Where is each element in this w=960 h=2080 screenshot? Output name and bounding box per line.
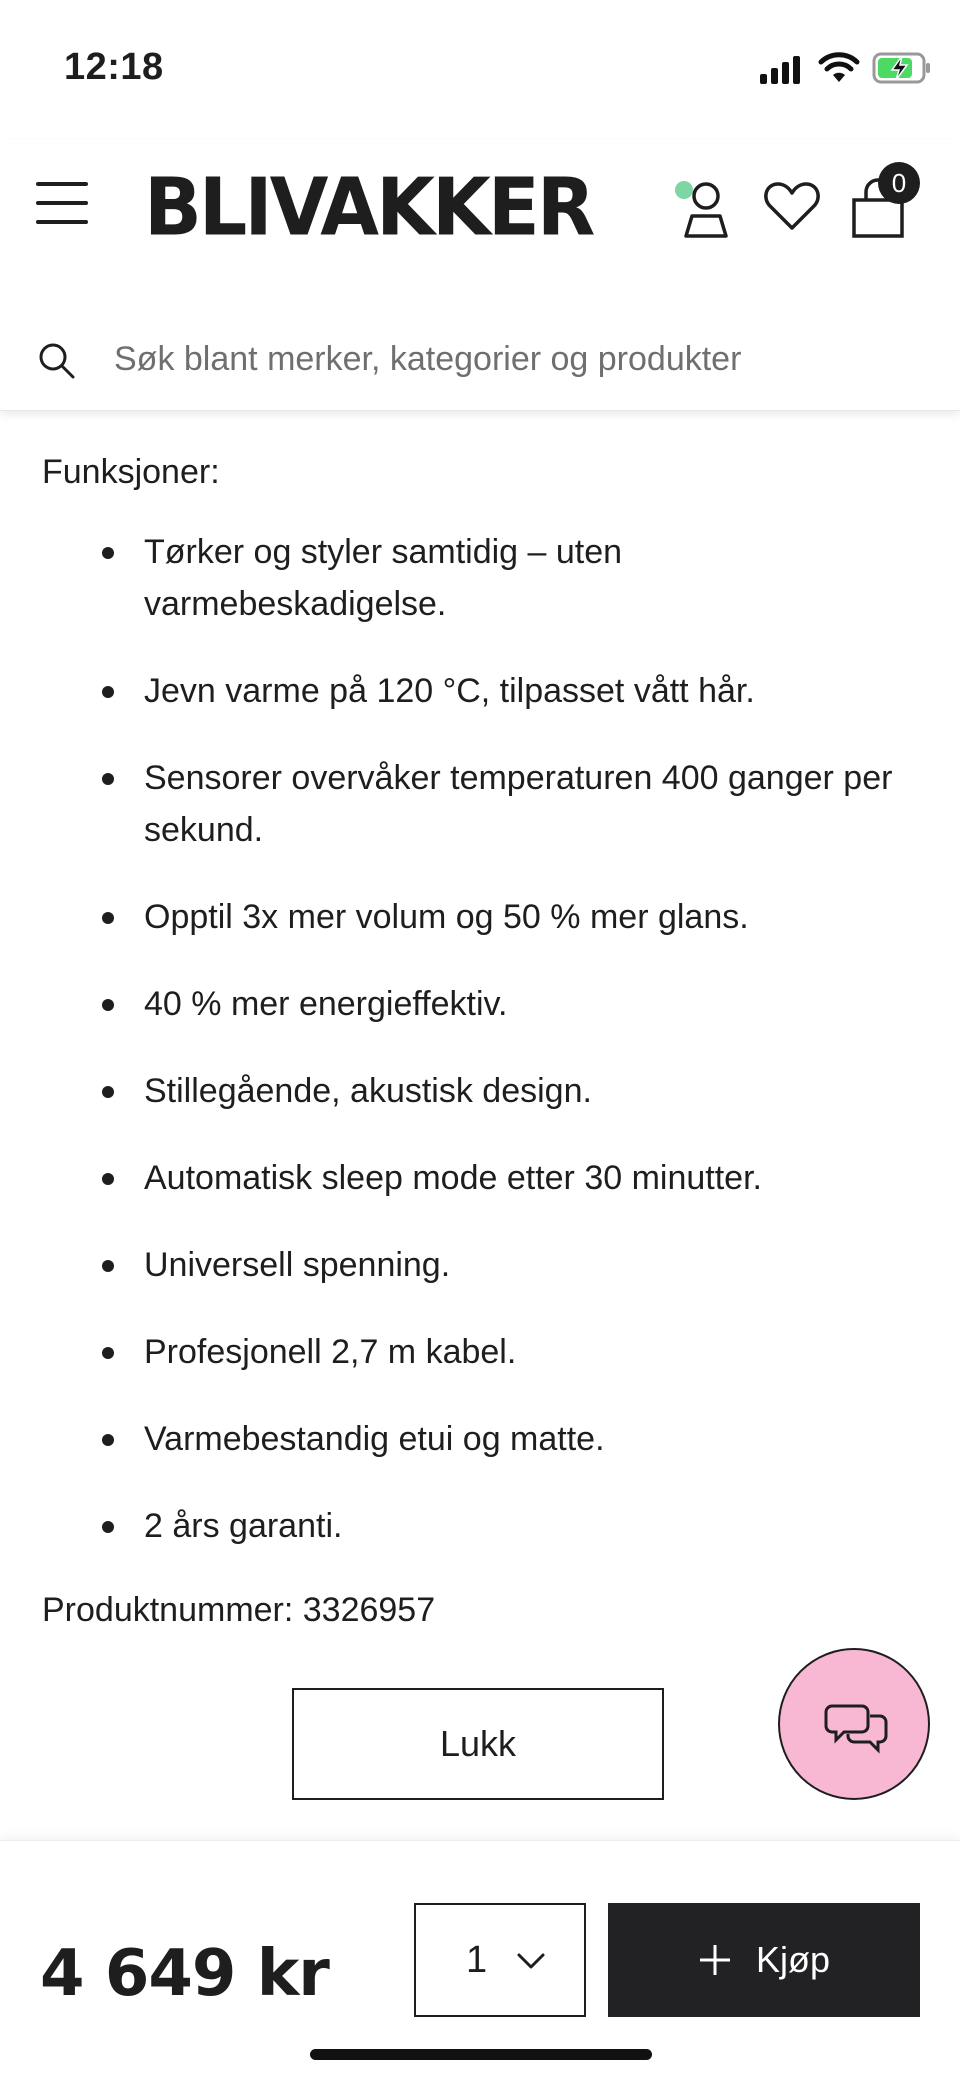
site-logo[interactable]: BLIVAKKER xyxy=(144,159,593,254)
search-input[interactable] xyxy=(112,328,936,390)
product-number: Produktnummer: 3326957 xyxy=(42,1591,436,1629)
wifi-icon xyxy=(818,50,860,84)
search-bar xyxy=(0,308,960,408)
feature-item: Profesjonell 2,7 m kabel. xyxy=(102,1326,922,1378)
feature-item: Stillegående, akustisk design. xyxy=(102,1065,922,1117)
status-bar xyxy=(0,0,960,140)
buy-button-label: Kjøp xyxy=(755,1939,831,1980)
status-time: 12:18 xyxy=(64,46,164,88)
feature-item: Automatisk sleep mode etter 30 minutter. xyxy=(102,1152,922,1204)
quantity-value: 1 xyxy=(466,1939,488,1981)
chat-button[interactable] xyxy=(778,1648,930,1800)
feature-item: 40 % mer energieffektiv. xyxy=(102,978,922,1030)
purchase-bar xyxy=(0,1840,960,2080)
battery-charging-icon xyxy=(872,52,932,84)
chat-bubbles-icon xyxy=(824,1698,888,1754)
site-header xyxy=(0,140,960,411)
feature-item: Jevn varme på 120 °C, tilpasset vått hår. xyxy=(102,665,922,717)
user-account-icon[interactable] xyxy=(672,172,732,244)
feature-item: Universell spenning. xyxy=(102,1239,922,1291)
feature-item: Sensorer overvåker temperaturen 400 ganger per sekund. xyxy=(102,752,922,856)
feature-item: Varmebestandig etui og matte. xyxy=(102,1413,922,1465)
features-list xyxy=(42,526,922,1552)
home-indicator xyxy=(310,2049,652,2060)
cellular-signal-icon xyxy=(760,56,804,84)
heart-wishlist-icon[interactable] xyxy=(762,176,822,236)
product-price: 4 649 kr xyxy=(40,1937,329,2011)
search-icon xyxy=(38,342,76,380)
feature-item: 2 års garanti. xyxy=(102,1500,922,1552)
hamburger-menu-icon[interactable] xyxy=(36,182,90,224)
feature-item: Tørker og styler samtidig – uten varmebeskadigelse. xyxy=(102,526,922,630)
product-description xyxy=(42,448,922,1635)
feature-item: Opptil 3x mer volum og 50 % mer glans. xyxy=(102,891,922,943)
cart-count-badge: 0 xyxy=(878,162,920,204)
close-button[interactable]: Lukk xyxy=(292,1688,664,1800)
features-heading: Funksjoner: xyxy=(42,453,220,491)
buy-button[interactable] xyxy=(608,1903,920,2017)
plus-icon xyxy=(698,1943,732,1977)
quantity-select[interactable] xyxy=(414,1903,586,2017)
chevron-down-icon xyxy=(516,1951,546,1971)
